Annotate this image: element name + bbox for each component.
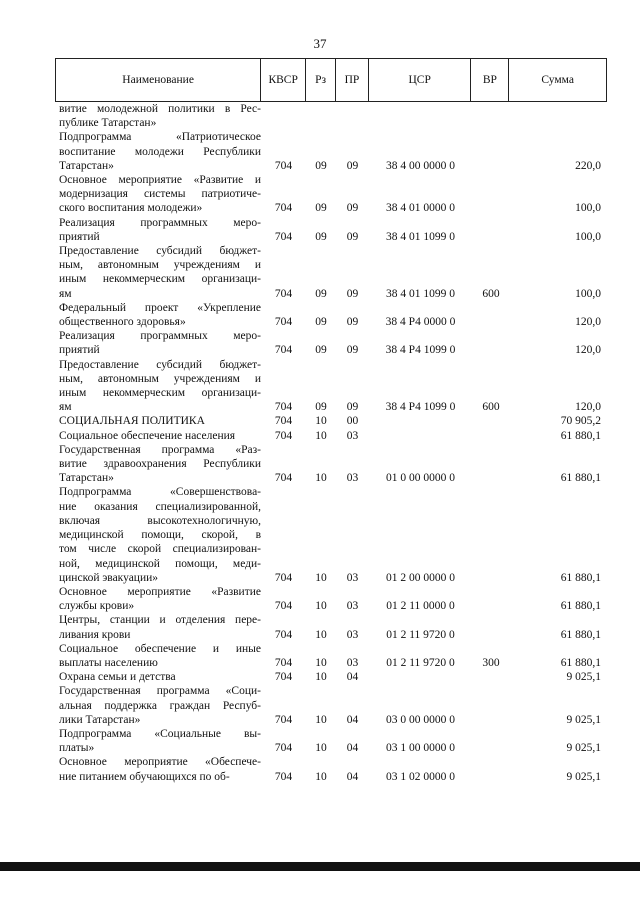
row-rz: 10 <box>315 472 327 485</box>
row-csr: 38 4 01 1099 0 <box>386 230 455 243</box>
row-name-line: Охрана семьи и детства <box>59 671 176 684</box>
row-sum: 9 025,1 <box>566 742 601 755</box>
row-rz: 10 <box>315 628 327 641</box>
scan-bottom-border <box>0 862 640 871</box>
row-csr: 01 0 00 0000 0 <box>386 472 455 485</box>
row-name-line: Социальное обеспечение населения <box>59 429 236 442</box>
row-name-line: иным некоммерческим организаци- <box>59 273 261 286</box>
row-kvsr: 704 <box>274 287 293 300</box>
row-sum: 61 880,1 <box>560 628 601 641</box>
row-name <box>55 670 261 684</box>
row-sum: 100,0 <box>575 202 601 215</box>
row-sum: 100,0 <box>575 230 601 243</box>
row-rz: 10 <box>315 770 327 783</box>
table-row <box>55 443 607 486</box>
row-name <box>55 642 261 670</box>
row-sum: 220,0 <box>575 159 601 172</box>
row-name-line: альная поддержка граждан Респуб- <box>59 699 261 712</box>
row-name-line: ям <box>59 287 72 300</box>
row-kvsr: 704 <box>274 472 293 485</box>
row-sum: 70 905,2 <box>560 415 601 428</box>
row-pr: 09 <box>346 159 359 172</box>
row-pr: 09 <box>346 287 359 300</box>
row-name-line: ным, автономным учреждениям и <box>59 259 261 272</box>
table-row <box>55 727 607 755</box>
row-name-line: том числе скорой специализирован- <box>59 543 261 556</box>
row-name <box>55 301 261 329</box>
table-row <box>55 613 607 641</box>
row-csr: 03 1 00 0000 0 <box>386 742 455 755</box>
header-vr: ВР <box>471 59 509 101</box>
row-name-line: публике Татарстан» <box>59 117 157 130</box>
row-rz: 10 <box>315 415 327 428</box>
row-kvsr: 704 <box>274 429 293 442</box>
row-rz: 09 <box>315 202 327 215</box>
row-pr: 00 <box>346 415 359 428</box>
row-vr: 600 <box>482 401 500 414</box>
row-sum: 120,0 <box>575 316 601 329</box>
row-name-line: общественного здоровья» <box>59 316 186 329</box>
row-csr: 01 2 11 0000 0 <box>386 600 455 613</box>
header-sum: Сумма <box>541 74 574 86</box>
row-pr: 03 <box>346 472 359 485</box>
table-row <box>55 244 607 301</box>
header-name: Наименование <box>56 59 261 101</box>
row-csr: 01 2 11 9720 0 <box>386 628 455 641</box>
row-sum: 120,0 <box>575 401 601 414</box>
header-csr: ЦСР <box>369 59 472 101</box>
row-rz: 10 <box>315 671 327 684</box>
row-name <box>55 102 261 130</box>
table-row <box>55 130 607 173</box>
page-number: 37 <box>313 36 327 51</box>
row-kvsr: 704 <box>274 159 293 172</box>
row-pr: 03 <box>346 571 359 584</box>
table-row <box>55 684 607 727</box>
table-row <box>55 102 607 130</box>
row-rz: 10 <box>315 742 327 755</box>
row-name-line: Предоставление субсидий бюджет- <box>59 245 261 258</box>
row-name <box>55 358 261 415</box>
row-name-line: Реализация программных меро- <box>59 216 261 229</box>
row-pr: 03 <box>346 600 359 613</box>
table-row <box>55 301 607 329</box>
row-sum: 100,0 <box>575 287 601 300</box>
row-name-line: Социальное обеспечение и иные <box>59 642 261 655</box>
row-name-line: приятий <box>59 230 100 243</box>
row-name-line: приятий <box>59 344 100 357</box>
row-rz: 10 <box>315 571 327 584</box>
row-kvsr: 704 <box>274 770 293 783</box>
row-name-line: витие здравоохранения Республики <box>59 458 261 471</box>
row-name-line: выплаты населению <box>59 656 158 669</box>
row-pr: 04 <box>346 713 359 726</box>
table-row <box>55 642 607 670</box>
row-name-line: модернизация системы патриотиче- <box>59 188 261 201</box>
row-name-line: цинской эвакуации» <box>59 571 159 584</box>
row-pr: 09 <box>346 202 359 215</box>
row-pr: 09 <box>346 344 359 357</box>
row-name-line: медицинской помощи, скорой, в <box>59 529 261 542</box>
row-name-line: Татарстан» <box>59 472 114 485</box>
row-name <box>55 443 261 486</box>
row-pr: 04 <box>346 770 359 783</box>
table-row <box>55 755 607 783</box>
row-name-line: ным, автономным учреждениям и <box>59 372 261 385</box>
row-csr: 01 2 00 0000 0 <box>386 571 455 584</box>
row-name <box>55 173 261 216</box>
row-csr: 03 0 00 0000 0 <box>386 713 455 726</box>
row-vr: 600 <box>482 287 500 300</box>
row-name-line: ной, медицинской помощи, меди- <box>59 557 261 570</box>
row-kvsr: 704 <box>274 230 293 243</box>
row-kvsr: 704 <box>274 202 293 215</box>
row-name <box>55 329 261 357</box>
header-pr: ПР <box>336 59 369 101</box>
row-name-line: ние питанием обучающихся по об- <box>59 770 230 783</box>
row-name-line: ние оказания специализированной, <box>59 500 261 513</box>
row-sum: 120,0 <box>575 344 601 357</box>
row-csr: 38 4 00 0000 0 <box>386 159 455 172</box>
row-name <box>55 684 261 727</box>
row-name <box>55 727 261 755</box>
row-pr: 04 <box>346 742 359 755</box>
row-pr: 09 <box>346 401 359 414</box>
row-name-line: Татарстан» <box>59 159 114 172</box>
row-sum: 61 880,1 <box>560 472 601 485</box>
row-name-line: СОЦИАЛЬНАЯ ПОЛИТИКА <box>59 415 205 428</box>
row-name-line: Федеральный проект «Укрепление <box>59 301 261 314</box>
row-name-line: ского воспитания молодежи» <box>59 202 203 215</box>
row-csr: 01 2 11 9720 0 <box>386 656 455 669</box>
row-name <box>55 429 261 443</box>
row-name-line: платы» <box>59 742 95 755</box>
row-sum: 9 025,1 <box>566 770 601 783</box>
row-name-line: Основное мероприятие «Развитие <box>59 585 261 598</box>
row-pr: 03 <box>346 656 359 669</box>
table-body <box>55 102 607 784</box>
row-name <box>55 244 261 301</box>
row-rz: 10 <box>315 600 327 613</box>
row-rz: 09 <box>315 230 327 243</box>
row-sum: 61 880,1 <box>560 429 601 442</box>
row-name <box>55 414 261 428</box>
row-kvsr: 704 <box>274 742 293 755</box>
row-name-line: витие молодежной политики в Рес- <box>59 103 261 115</box>
row-kvsr: 704 <box>274 401 293 414</box>
row-name <box>55 485 261 584</box>
row-name-line: включая высокотехнологичную, <box>59 514 261 527</box>
row-csr: 38 4 P4 1099 0 <box>385 344 456 357</box>
row-name-line: Основное мероприятие «Развитие и <box>59 174 261 187</box>
row-name-line: Государственная программа «Раз- <box>59 443 261 456</box>
row-sum: 61 880,1 <box>560 600 601 613</box>
row-pr: 04 <box>346 671 359 684</box>
table-row <box>55 358 607 415</box>
row-csr: 38 4 01 0000 0 <box>386 202 455 215</box>
row-kvsr: 704 <box>274 316 293 329</box>
row-name-line: Реализация программных меро- <box>59 330 261 343</box>
table-row <box>55 173 607 216</box>
row-kvsr: 704 <box>274 656 293 669</box>
row-name-line: Подпрограмма «Совершенствова- <box>59 486 261 499</box>
row-name-line: службы крови» <box>59 600 135 613</box>
row-name <box>55 130 261 173</box>
table-row <box>55 485 607 584</box>
row-csr: 38 4 P4 0000 0 <box>385 316 456 329</box>
row-pr: 03 <box>346 429 359 442</box>
row-vr: 300 <box>482 656 500 669</box>
row-name-line: Центры, станции и отделения пере- <box>59 614 261 627</box>
row-csr: 38 4 01 1099 0 <box>386 287 455 300</box>
row-rz: 09 <box>315 316 327 329</box>
row-rz: 09 <box>315 401 327 414</box>
row-sum: 9 025,1 <box>566 671 601 684</box>
row-pr: 09 <box>346 230 359 243</box>
header-kvsr: КВСР <box>261 59 306 101</box>
table-row <box>55 670 607 684</box>
row-sum: 9 025,1 <box>566 713 601 726</box>
row-rz: 10 <box>315 656 327 669</box>
row-csr: 03 1 02 0000 0 <box>386 770 455 783</box>
row-rz: 09 <box>315 287 327 300</box>
row-sum: 61 880,1 <box>560 656 601 669</box>
row-pr: 03 <box>346 628 359 641</box>
row-name-line: ливания крови <box>59 628 131 641</box>
row-name-line: иным некоммерческим организаци- <box>59 387 261 400</box>
row-name-line: лики Татарстан» <box>59 713 141 726</box>
table-row <box>55 329 607 357</box>
row-name <box>55 755 261 783</box>
table-header <box>55 58 607 102</box>
table-row <box>55 414 607 428</box>
row-rz: 09 <box>315 159 327 172</box>
row-kvsr: 704 <box>274 628 293 641</box>
row-kvsr: 704 <box>274 671 293 684</box>
row-kvsr: 704 <box>274 713 293 726</box>
row-name <box>55 585 261 613</box>
row-name <box>55 216 261 244</box>
row-name-line: Государственная программа «Соци- <box>59 685 261 698</box>
table-row <box>55 429 607 443</box>
row-kvsr: 704 <box>274 344 293 357</box>
row-rz: 09 <box>315 344 327 357</box>
row-name <box>55 613 261 641</box>
row-name-line: воспитание молодежи Республики <box>59 145 261 158</box>
row-name-line: Подпрограмма «Патриотическое <box>59 131 261 144</box>
row-name-line: Подпрограмма «Социальные вы- <box>59 727 261 740</box>
row-csr: 38 4 P4 1099 0 <box>385 401 456 414</box>
row-name-line: Основное мероприятие «Обеспече- <box>59 756 261 769</box>
row-sum: 61 880,1 <box>560 571 601 584</box>
row-kvsr: 704 <box>274 600 293 613</box>
row-pr: 09 <box>346 316 359 329</box>
row-name-line: ям <box>59 401 72 414</box>
row-kvsr: 704 <box>274 571 293 584</box>
row-rz: 10 <box>315 713 327 726</box>
row-kvsr: 704 <box>274 415 293 428</box>
table-row <box>55 585 607 613</box>
table-row <box>55 216 607 244</box>
row-name-line: Предоставление субсидий бюджет- <box>59 358 261 371</box>
header-rz: Рз <box>306 59 336 101</box>
row-rz: 10 <box>315 429 327 442</box>
